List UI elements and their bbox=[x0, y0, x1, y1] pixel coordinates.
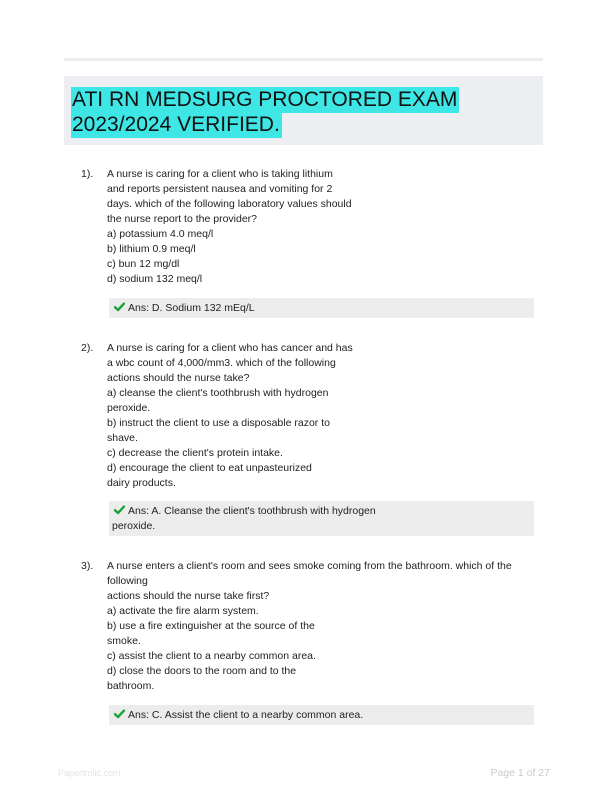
answer-box-1 bbox=[109, 298, 534, 318]
option-b-continued: smoke. bbox=[107, 635, 141, 647]
question-line: A nurse is caring for a client who is taking lithium bbox=[107, 168, 333, 180]
option-b-continued: shave. bbox=[107, 432, 138, 444]
answer-box-3 bbox=[109, 705, 534, 725]
option-d: d) close the doors to the room and to the bbox=[107, 665, 297, 677]
answer-text: Ans: A. Cleanse the client's toothbrush with hydrogen bbox=[128, 505, 376, 517]
option-a: a) activate the fire alarm system. bbox=[107, 605, 259, 617]
answer-line bbox=[114, 708, 363, 723]
question-text bbox=[107, 559, 512, 694]
answer-text: Ans: C. Assist the client to a nearby common area. bbox=[128, 709, 364, 721]
question-line: actions should the nurse take first? bbox=[107, 590, 270, 602]
option-b: b) instruct the client to use a disposable razor to bbox=[107, 417, 330, 429]
check-icon bbox=[114, 505, 125, 515]
answer-line-continued: peroxide. bbox=[112, 520, 156, 532]
option-c: c) decrease the client's protein intake. bbox=[107, 447, 283, 459]
answer-box-2 bbox=[109, 501, 534, 536]
option-c: c) bun 12 mg/dl bbox=[107, 258, 180, 270]
question-line: following bbox=[107, 575, 148, 587]
page-number: Page 1 of 27 bbox=[490, 767, 550, 779]
question-line: actions should the nurse take? bbox=[107, 372, 250, 384]
top-divider bbox=[64, 58, 543, 61]
answer-line bbox=[114, 301, 255, 316]
option-d: d) encourage the client to eat unpasteurized bbox=[107, 462, 312, 474]
answer-line bbox=[114, 504, 376, 519]
option-d-continued: bathroom. bbox=[107, 680, 155, 692]
question-line: the nurse report to the provider? bbox=[107, 213, 258, 225]
option-d: d) sodium 132 meq/l bbox=[107, 273, 203, 285]
question-text bbox=[107, 167, 352, 287]
question-number: 3). bbox=[81, 560, 94, 572]
question-line: a wbc count of 4,000/mm3. which of the following bbox=[107, 357, 336, 369]
page-title-line-2: 2023/2024 VERIFIED. bbox=[72, 113, 280, 136]
option-c: c) assist the client to a nearby common area. bbox=[107, 650, 316, 662]
option-a: a) potassium 4.0 meq/l bbox=[107, 228, 214, 240]
check-icon bbox=[114, 302, 125, 312]
question-line: and reports persistent nausea and vomiting for 2 bbox=[107, 183, 333, 195]
option-a: a) cleanse the client's toothbrush with hydrogen bbox=[107, 387, 329, 399]
question-line: A nurse enters a client's room and sees smoke coming from the bathroom. which of the bbox=[107, 560, 512, 572]
question-line: days. which of the following laboratory values should bbox=[107, 198, 352, 210]
page-title-line-1: ATI RN MEDSURG PROCTORED EXAM bbox=[72, 88, 458, 111]
question-number: 1). bbox=[81, 168, 94, 180]
title-banner bbox=[64, 76, 543, 145]
option-b: b) use a fire extinguisher at the source of the bbox=[107, 620, 315, 632]
option-b: b) lithium 0.9 meq/l bbox=[107, 243, 196, 255]
footer-site-watermark: Papertrolic.com bbox=[58, 768, 121, 778]
question-number: 2). bbox=[81, 342, 94, 354]
option-a-continued: peroxide. bbox=[107, 402, 151, 414]
question-text bbox=[107, 341, 353, 491]
question-line: A nurse is caring for a client who has cancer and has bbox=[107, 342, 353, 354]
check-icon bbox=[114, 709, 125, 719]
option-d-continued: dairy products. bbox=[107, 477, 176, 489]
answer-text: Ans: D. Sodium 132 mEq/L bbox=[128, 302, 255, 314]
